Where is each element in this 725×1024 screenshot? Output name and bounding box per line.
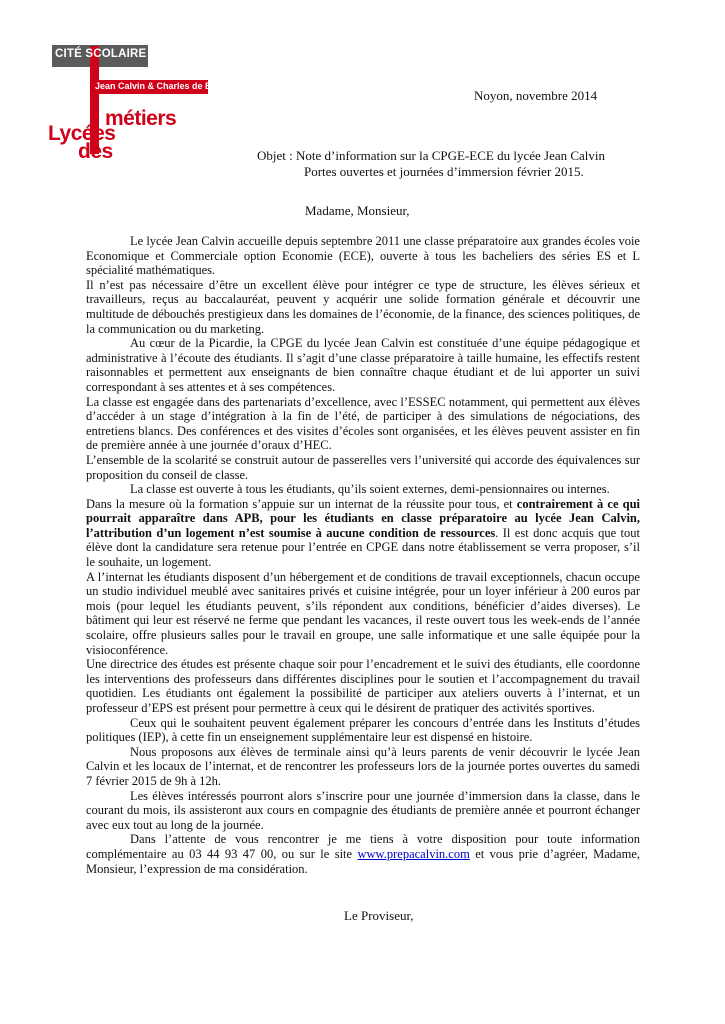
signature: Le Proviseur,: [344, 908, 414, 923]
housing-bold-notice: contrairement à ce qui pourrait apparaître dans APB, pour les étudiants en classe préparatoire au lycée Jean Calvin, l’attribution d’un logement n’est soumise à aucune condition de ressources: [86, 496, 640, 540]
letter-body: [86, 234, 640, 876]
logo-word-metiers: métiers: [105, 107, 177, 130]
subject-line-1: Objet : Note d’information sur la CPGE-ECE du lycée Jean Calvin: [257, 148, 606, 163]
paragraph-requirements: Il n’est pas nécessaire d’être un excellent élève pour intégrer ce type de structure, les élèves sérieux et travailleurs, reçus au baccalauréat, peuvent y acquérir une solide formation générale et découvrir une multitude de débouchés prestigieux dans les domaines de l’économie, de la finance, des sciences politiques, de la communication ou du marketing.: [86, 277, 640, 336]
letter-subject: [257, 148, 605, 180]
logo-subtitle: Jean Calvin & Charles de Bovelles: [95, 81, 243, 91]
closing-text-end: et vous prie d’agréer, Madame, Monsieur, l’expression de ma considération.: [86, 846, 640, 876]
letter-date: Noyon, novembre 2014: [474, 88, 598, 103]
paragraph-housing: [86, 497, 640, 570]
paragraph-open-to-all: La classe est ouverte à tous les étudiants, qu’ils soient externes, demi-pensionnaires ou internes.: [130, 482, 610, 497]
paragraph-partnerships: La classe est engagée dans des partenariats d’excellence, avec l’ESSEC notamment, qui permettent aux élèves d’accéder à un stage d’intégration à la fin de l’été, de participer à des simulations de négociations, des entretiens blancs. Des conférences et des visites d’écoles sont organisées, et les élèves peuvent assister en fin de première année à une journée d’oraux d’HEC.: [86, 394, 640, 453]
housing-text-end: . Il est donc acquis que tout élève dont la candidature sera retenue pour l’entrée en CPGE dans notre établissement se verra proposer, s’il le souhaite, un logement.: [86, 525, 640, 570]
paragraph-open-day: Nous proposons aux élèves de terminale ainsi qu’à leurs parents de venir découvrir le lycée Jean Calvin et les locaux de l’internat, et de rencontrer les professeurs lors de la journée portes ouvertes du samedi 7 février 2015 de 9h à 12h.: [86, 744, 640, 788]
paragraph-boarding: A l’internat les étudiants disposent d’un hébergement et de conditions de travail exceptionnels, chacun occupe un studio individuel meublé avec sanitaires privés et cuisine intégrée, pour un loyer inférieur à 200 euros par mois (pour lequel les étudiants peuvent, s’ils répondent aux conditions, bénéficier d’aides diverses). Le bâtiment qui leur est réservé ne ferme que pendant les vacances, il reste ouvert tous les week-ends de l’année scolaire, offre plusieurs salles pour le travail en groupe, une salle informatique et une salle équipée pour la visioconférence.: [86, 569, 640, 657]
paragraph-intro: Le lycée Jean Calvin accueille depuis septembre 2011 une classe préparatoire aux grandes écoles voie Economique et Commerciale option Economie (ECE), ouverte à tous les bacheliers des séries ES et L spécialité mathématiques.: [86, 234, 640, 278]
school-logo: [48, 44, 243, 170]
paragraph-team: Au cœur de la Picardie, la CPGE du lycée Jean Calvin est constituée d’une équipe pédagogique et administrative à l’écoute des étudiants. Il s’agit d’une classe préparatoire à taille humaine, les effectifs restent raisonnables et permettent aux enseignants de bien connaître chaque étudiant et de lui apporter un suivi correspondant à ses attentes et à ses compétences.: [86, 336, 640, 394]
logo-word-lycees: Lycées: [48, 122, 116, 145]
website-link[interactable]: www.prepacalvin.com: [357, 846, 470, 861]
subject-line-2: Portes ouvertes et journées d’immersion février 2015.: [304, 164, 584, 179]
closing-text-start: Dans l’attente de vous rencontrer je me tiens à votre disposition pour toute information complémentaire au 03 44 93 47 00, ou sur le site: [86, 832, 640, 861]
logo-word-des: des: [78, 140, 113, 163]
paragraph-closing: [86, 832, 640, 876]
paragraph-university: L’ensemble de la scolarité se construit autour de passerelles vers l’université qui accorde des équivalences sur proposition du conseil de classe.: [86, 452, 640, 482]
paragraph-director: Une directrice des études est présente chaque soir pour l’encadrement et le suivi des étudiants, elle coordonne les interventions des professeurs dans différentes disciplines pour le soutien et l’accompagnement du travail quotidien. Les étudiants ont également la possibilité de participer aux ateliers ouverts à l’internat, et un professeur d’EPS est présent pour permettre à ceux qui le désirent de pratiquer des activités sportives.: [86, 657, 640, 715]
housing-text-start: Dans la mesure où la formation s’appuie sur un internat de la réussite pour tous, et: [86, 496, 517, 511]
logo-title: CITÉ SCOLAIRE: [55, 48, 147, 60]
salutation: Madame, Monsieur,: [305, 203, 410, 218]
paragraph-immersion: Les élèves intéressés pourront alors s’inscrire pour une journée d’immersion dans la classe, dans le courant du mois, ils assisteront aux cours en compagnie des étudiants de première année et pourront échanger avec eux tout au long de la journée.: [86, 788, 640, 832]
paragraph-iep: Ceux qui le souhaitent peuvent également préparer les concours d’entrée dans les Instituts d’études politiques (IEP), à cette fin un enseignement supplémentaire leur est dispensé en histoire.: [86, 715, 640, 745]
